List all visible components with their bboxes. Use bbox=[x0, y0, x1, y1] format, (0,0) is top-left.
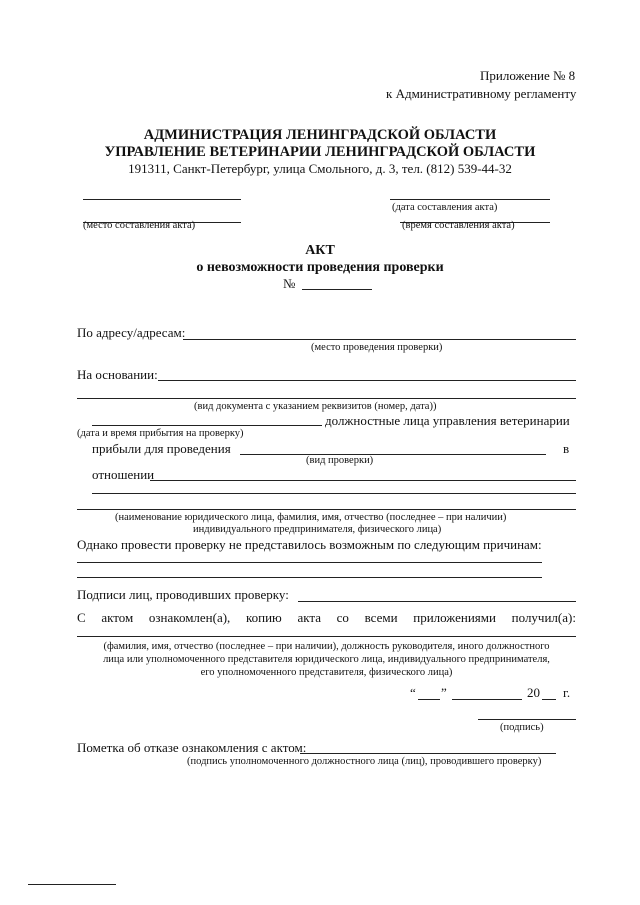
ack-word: со bbox=[336, 610, 349, 625]
arrival-caption: (дата и время прибытия на проверку) bbox=[77, 428, 244, 439]
fio-caption-1: (фамилия, имя, отчество (последнее – при наличии), должность руководителя, иного должностного bbox=[103, 641, 550, 652]
refusal-label: Пометка об отказе ознакомления с актом: bbox=[77, 740, 307, 755]
refusal-caption: (подпись уполномоченного должностного лица (лиц), проводившего проверку) bbox=[187, 756, 542, 767]
basis-caption: (вид документа с указанием реквизитов (номер, дата)) bbox=[194, 401, 437, 412]
fio-caption-3: его уполномоченного представителя, физического лица) bbox=[200, 667, 453, 678]
reasons-line-2 bbox=[77, 577, 542, 578]
time-caption: (время составления акта) bbox=[402, 220, 515, 231]
date-quote-close: ” bbox=[441, 685, 447, 700]
address-label: По адресу/адресам: bbox=[77, 325, 186, 340]
relation-label: отношении bbox=[92, 467, 155, 482]
inspection-type-line bbox=[240, 454, 546, 455]
officials-text: должностные лица управления ветеринарии bbox=[325, 413, 570, 428]
ack-word: актом bbox=[101, 610, 134, 625]
address-line bbox=[183, 339, 576, 340]
acknowledgement-text bbox=[77, 610, 576, 626]
basis-line-1 bbox=[158, 380, 576, 381]
ack-word: приложениями bbox=[413, 610, 496, 625]
ack-word: получил(а): bbox=[511, 610, 576, 625]
ack-word: всеми bbox=[364, 610, 398, 625]
arrived-label: прибыли для проведения bbox=[92, 441, 231, 456]
org-address: 191311, Санкт-Петербург, улица Смольного, д. 3, тел. (812) 539-44-32 bbox=[128, 161, 512, 176]
org-name-department: УПРАВЛЕНИЕ ВЕТЕРИНАРИИ ЛЕНИНГРАДСКОЙ ОБЛАСТИ bbox=[104, 144, 536, 160]
reasons-line-1 bbox=[77, 562, 542, 563]
officials-line bbox=[92, 425, 322, 426]
place-line-1 bbox=[83, 199, 241, 200]
day-line bbox=[418, 699, 440, 700]
org-name-administration: АДМИНИСТРАЦИЯ ЛЕНИНГРАДСКОЙ ОБЛАСТИ bbox=[143, 127, 497, 143]
number-line bbox=[302, 289, 372, 290]
refusal-line bbox=[300, 753, 556, 754]
date-quote-open: “ bbox=[410, 685, 416, 700]
ack-word: акта bbox=[297, 610, 321, 625]
ack-word: копию bbox=[245, 610, 282, 625]
fio-caption-2: лица или уполномоченного представителя юридического лица, индивидуального предпринимателя, bbox=[103, 654, 550, 665]
year-line bbox=[542, 699, 556, 700]
signature-line bbox=[478, 719, 576, 720]
signatures-line bbox=[298, 601, 576, 602]
v-label: в bbox=[563, 441, 570, 456]
ack-word: С bbox=[77, 610, 86, 625]
date-line bbox=[390, 199, 550, 200]
place-caption: (место составления акта) bbox=[83, 220, 196, 231]
date-caption: (дата составления акта) bbox=[392, 202, 498, 213]
basis-label: На основании: bbox=[77, 367, 158, 382]
signature-caption: (подпись) bbox=[500, 722, 544, 733]
number-label: № bbox=[283, 276, 296, 291]
document-title: АКТ bbox=[305, 243, 335, 258]
footnote-separator bbox=[28, 884, 116, 885]
year-suffix: г. bbox=[563, 685, 571, 700]
entity-caption-1: (наименование юридического лица, фамилия, имя, отчество (последнее – при наличии) bbox=[115, 512, 507, 523]
relation-line-1 bbox=[150, 480, 576, 481]
year-prefix: 20 bbox=[527, 685, 540, 700]
appendix-reference: к Административному регламенту bbox=[386, 86, 577, 101]
ack-word: ознакомлен(а), bbox=[148, 610, 231, 625]
inspection-caption: (вид проверки) bbox=[306, 455, 374, 466]
reasons-text: Однако провести проверку не представилось возможным по следующим причинам: bbox=[77, 537, 542, 552]
address-caption: (место проведения проверки) bbox=[311, 342, 443, 353]
relation-line-2 bbox=[92, 493, 576, 494]
month-line bbox=[452, 699, 522, 700]
document-subtitle: о невозможности проведения проверки bbox=[196, 260, 444, 275]
relation-line-3 bbox=[77, 509, 576, 510]
acknowledgement-line bbox=[77, 636, 576, 637]
appendix-number: Приложение № 8 bbox=[480, 68, 576, 83]
signatures-label: Подписи лиц, проводивших проверку: bbox=[77, 587, 289, 602]
entity-caption-2: индивидуального предпринимателя, физического лица) bbox=[193, 524, 442, 535]
basis-line-2 bbox=[77, 398, 576, 399]
